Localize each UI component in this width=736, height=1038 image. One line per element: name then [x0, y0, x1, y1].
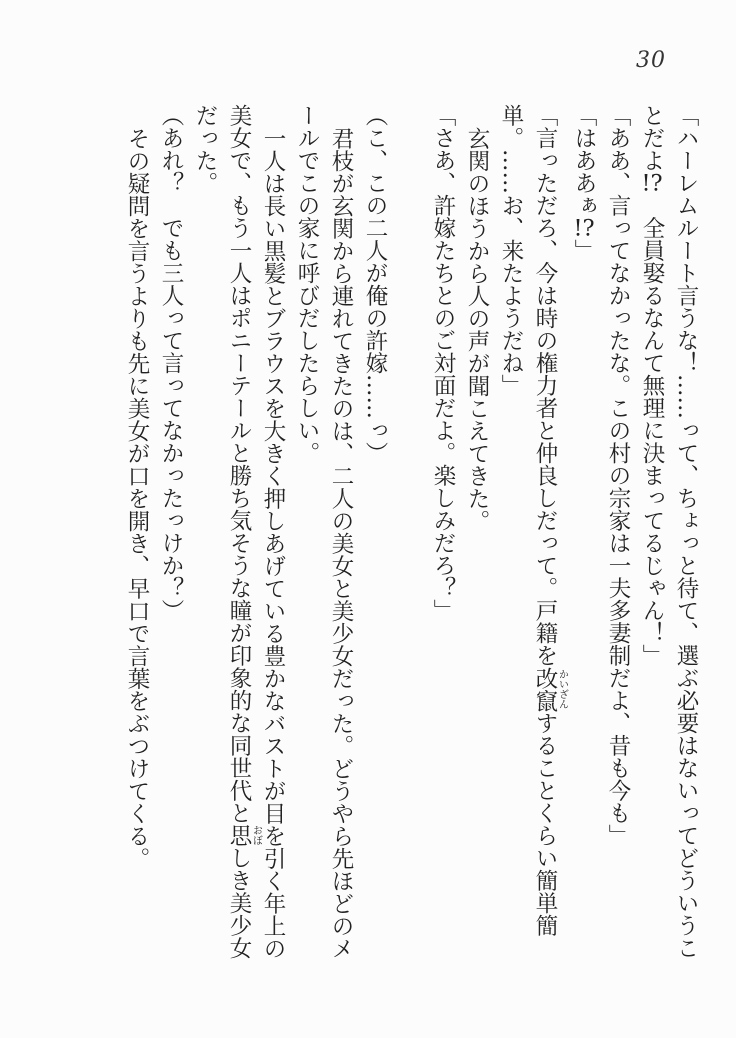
- blank-line: [392, 104, 426, 962]
- paragraph-thought: （あれ？ でも三人って言ってなかったっけか？）: [158, 104, 184, 622]
- paragraph-dialogue: 「ハーレムルート言うな！……って、ちょっと待て、選ぶ必要はないってどういうことだよ!? 全員娶るなんて無理に決まってるじゃん！」: [639, 104, 699, 959]
- page-number: 30: [636, 48, 666, 73]
- ruby-annotated-word: 思おぼ: [226, 824, 262, 847]
- novel-text-block: [120, 104, 703, 962]
- ruby-annotated-word: 改竄かいざん: [532, 666, 568, 712]
- paragraph-dialogue: 「ああ、言ってなかったな。この村の宗家は一夫多妻制だよ、昔も今も」: [605, 104, 631, 847]
- paragraph-narration: その疑問を言うよりも先に美女が口を開き、早口で言葉をぶつけてくる。: [124, 126, 150, 869]
- paragraph-narration: 君枝が玄関から連れてきたのは、二人の美女と美少女だった。どうやら先ほどのメールでこの家に呼びだしたらしい。: [294, 104, 354, 959]
- paragraph-narration: 玄関のほうから人の声が聞こえてきた。: [464, 126, 490, 532]
- paragraph-dialogue: 「さあ、許嫁たちとのご対面だよ。楽しみだろ？」: [430, 104, 456, 622]
- paragraph-thought: （こ、この二人が俺の許嫁……っ）: [362, 104, 388, 464]
- tate-chu-yoko: !?: [573, 216, 595, 239]
- paragraph-dialogue: 「はああぁ!?」: [571, 104, 597, 262]
- paragraph-dialogue: 「言っただろ、今は時の権力者と仲良しだって。戸籍を改竄かいざんすることくらい簡単簡単。……お、来たようだね」: [498, 104, 568, 937]
- paragraph-narration: 一人は長い黒髪とブラウスを大きく押しあげている豊かなバストが目を引く年上の美女で、もう一人はポニーテールと勝ち気そうな瞳が印象的な同世代と思おぼしき美少女だった。: [192, 104, 286, 959]
- tate-chu-yoko: !?: [641, 171, 663, 194]
